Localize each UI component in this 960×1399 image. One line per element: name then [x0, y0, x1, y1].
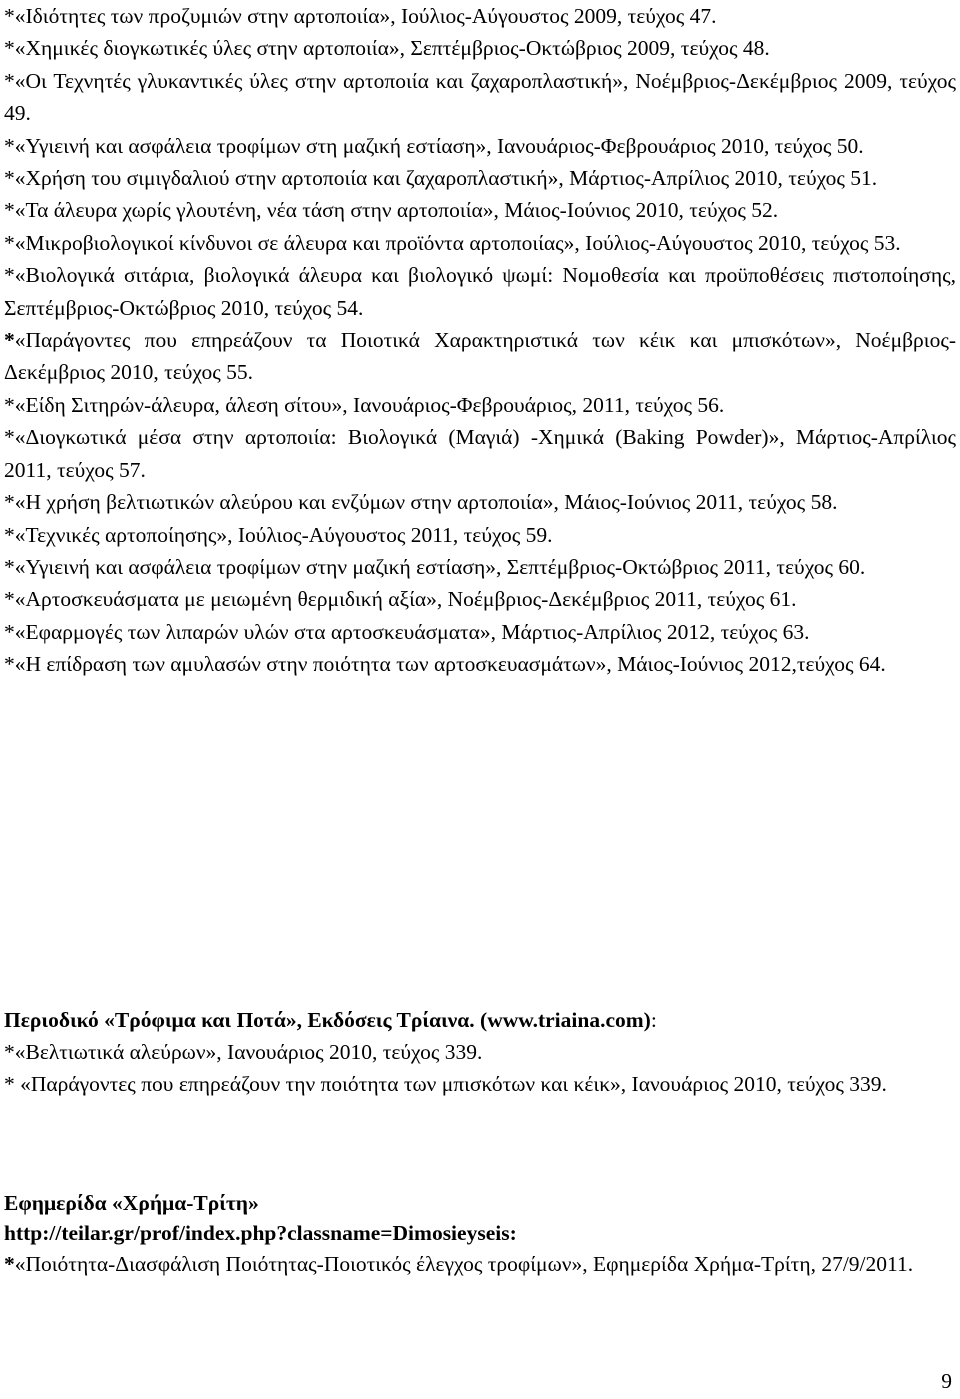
list-item: *«Είδη Σιτηρών-άλευρα, άλεση σίτου», Ιανουάριος-Φεβρουάριος, 2011, τεύχος 56. — [4, 392, 725, 417]
list-item: *«Τεχνικές αρτοποίησης», Ιούλιος-Αύγουστος 2011, τεύχος 59. — [4, 522, 553, 547]
list-item: *«Χημικές διογκωτικές ύλες στην αρτοποιία», Σεπτέμβριος-Οκτώβριος 2009, τεύχος 48. — [4, 36, 770, 61]
list-item: *«Η χρήση βελτιωτικών αλεύρου και ενζύμων στην αρτοποιία», Μάιος-Ιούνιος 2011, τεύχος 58. — [4, 490, 838, 515]
page-number: 9 — [941, 1369, 952, 1393]
list-item: *«Παράγοντες που επηρεάζουν τα Ποιοτικά Χαρακτηριστικά των κέικ και μπισκότων», Νοέμβριος-Δεκέμβριος 2010, τεύχος 55. — [4, 328, 956, 385]
list-item: *«Βελτιωτικά αλεύρων», Ιανουάριος 2010, τεύχος 339. — [4, 1040, 483, 1064]
list-item: *«Ποιότητα-Διασφάλιση Ποιότητας-Ποιοτικός έλεγχος τροφίμων», Εφημερίδα Χρήμα-Τρίτη, 27/9/2011. — [4, 1252, 914, 1276]
list-item: *«Βιολογικά σιτάρια, βιολογικά άλευρα και βιολογικό ψωμί: Νομοθεσία και προϋποθέσεις πιστοποίησης, Σεπτέμβριος-Οκτώβριος 2010, τεύχος 54. — [4, 263, 956, 320]
list-item: * «Παράγοντες που επηρεάζουν την ποιότητα των μπισκότων και κέικ», Ιανουάριος 2010, τεύχος 339. — [4, 1072, 887, 1097]
list-item: *«Εφαρμογές των λιπαρών υλών στα αρτοσκευάσματα», Μάρτιος-Απρίλιος 2012, τεύχος 63. — [4, 619, 810, 644]
newspaper-section — [4, 1188, 956, 1280]
list-item: *«Η επίδραση των αμυλασών στην ποιότητα των αρτοσκευασμάτων», Μάιος-Ιούνιος 2012,τεύχος 64. — [4, 652, 886, 677]
newspaper-url[interactable]: http://teilar.gr/prof/index.php?classname=Dimosieyseis: — [4, 1221, 517, 1245]
list-item: *«Τα άλευρα χωρίς γλουτένη, νέα τάση στην αρτοποιία», Μάιος-Ιούνιος 2010, τεύχος 52. — [4, 198, 779, 223]
newspaper-heading: Εφημερίδα «Χρήμα-Τρίτη» — [4, 1191, 259, 1215]
list-item: *«Μικροβιολογικοί κίνδυνοι σε άλευρα και προϊόντα αρτοποιίας», Ιούλιος-Αύγουστος 2010, τεύχος 53. — [4, 230, 901, 255]
list-item: *«Οι Τεχνητές γλυκαντικές ύλες στην αρτοποιία και ζαχαροπλαστική», Νοέμβριος-Δεκέμβριος 2009, τεύχος 49. — [4, 68, 956, 126]
journal-2-entries — [4, 1036, 956, 1101]
list-item: *«Υγιεινή και ασφάλεια τροφίμων στη μαζική εστίαση», Ιανουάριος-Φεβρουάριος 2010, τεύχος 50. — [4, 133, 864, 158]
list-item: *«Αρτοσκευάσματα με μειωμένη θερμιδική αξία», Νοέμβριος-Δεκέμβριος 2011, τεύχος 61. — [4, 587, 797, 612]
journal-heading: Περιοδικό «Τρόφιμα και Ποτά», Εκδόσεις Τρίαινα. (www.triaina.com): — [4, 1008, 657, 1032]
list-item: *«Υγιεινή και ασφάλεια τροφίμων στην μαζική εστίαση», Σεπτέμβριος-Οκτώβριος 2011, τεύχος 60. — [4, 554, 866, 579]
journal-entries — [4, 0, 956, 681]
list-item: *«Χρήση του σιμιγδαλιού στην αρτοποιία και ζαχαροπλαστική», Μάρτιος-Απρίλιος 2010, τεύχος 51. — [4, 166, 878, 191]
list-item: *«Διογκωτικά μέσα στην αρτοποιία: Βιολογικά (Μαγιά) -Χημικά (Baking Powder)», Μάρτιος-Απρίλιος 2011, τεύχος 57. — [4, 425, 956, 482]
list-item: *«Ιδιότητες των προζυμιών στην αρτοποιία», Ιούλιος-Αύγουστος 2009, τεύχος 47. — [4, 4, 717, 28]
